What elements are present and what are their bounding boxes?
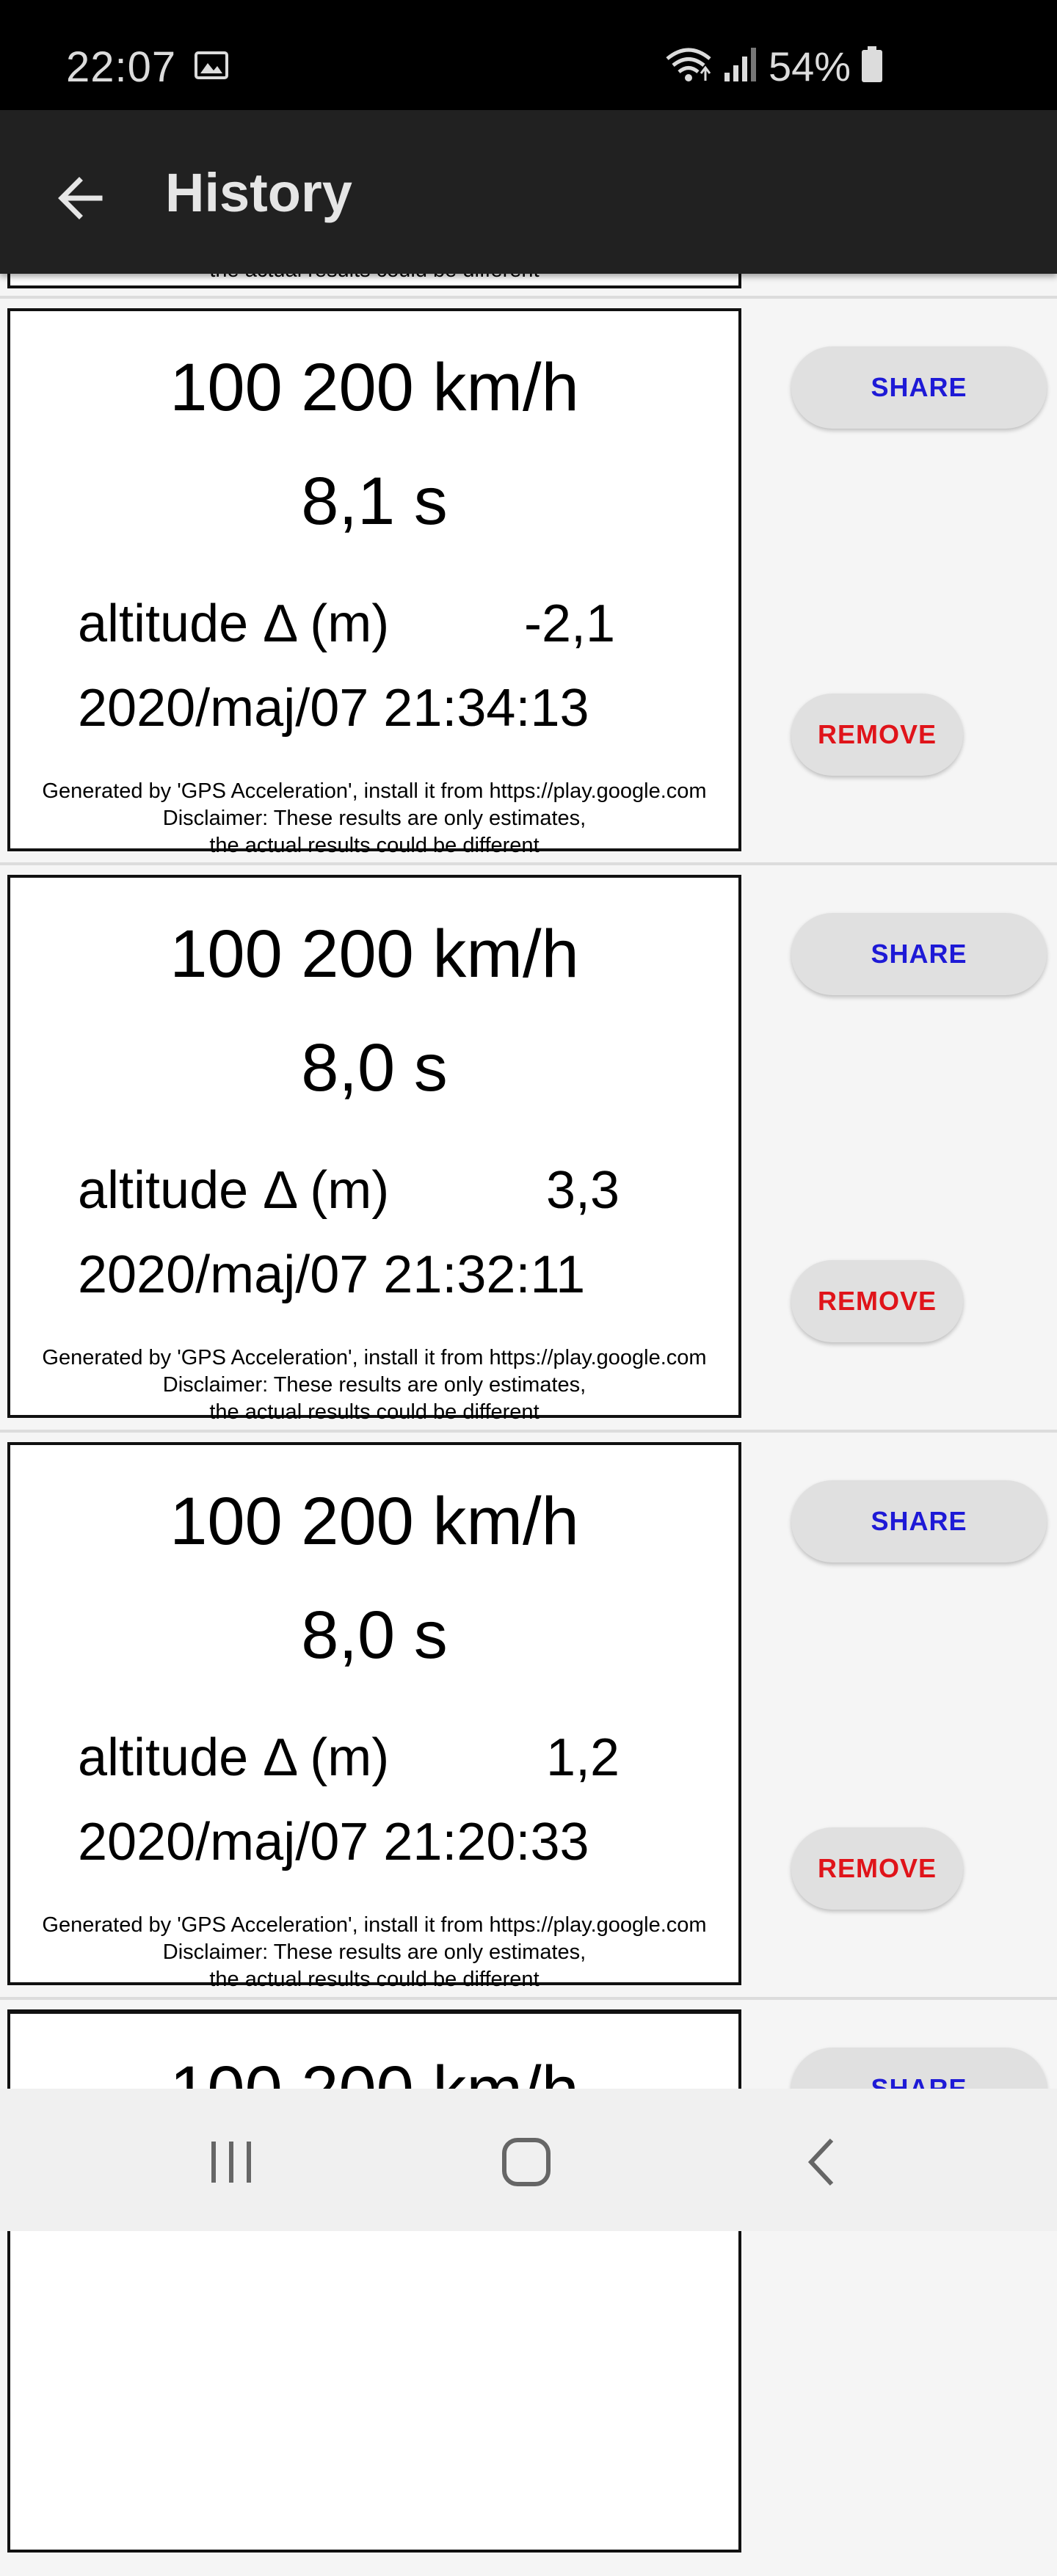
share-button[interactable]: SHARE <box>791 1480 1047 1562</box>
battery-percent: 54% <box>769 43 851 90</box>
card-footer <box>10 778 738 859</box>
recents-icon[interactable] <box>198 2133 264 2191</box>
timestamp: 2020/maj/07 21:20:33 <box>78 1813 589 1871</box>
history-card <box>7 308 741 857</box>
history-card <box>7 875 741 1424</box>
timestamp: 2020/maj/07 21:32:11 <box>78 1245 586 1304</box>
system-nav-bar <box>0 2089 1057 2231</box>
remove-button[interactable]: REMOVE <box>791 1827 963 1910</box>
image-icon <box>195 51 228 79</box>
row-divider <box>0 1997 1057 2000</box>
elapsed-time: 8,0 s <box>301 1030 448 1105</box>
elapsed-time: 8,0 s <box>301 1598 448 1673</box>
history-card <box>7 1442 741 1991</box>
timestamp: 2020/maj/07 21:34:13 <box>78 679 589 738</box>
row-divider <box>0 862 1057 865</box>
arrow-left-icon[interactable] <box>51 169 110 228</box>
share-button[interactable]: SHARE <box>791 913 1047 995</box>
altitude-value: 1,2 <box>546 1728 620 1787</box>
card-footer <box>10 1345 738 1426</box>
footer-line-1: Generated by 'GPS Acceleration', install it from https://play.google.com <box>42 1913 707 1937</box>
speed-range: 100 200 km/h <box>170 350 579 425</box>
row-divider <box>0 1430 1057 1433</box>
row-divider <box>0 296 1057 299</box>
footer-line-3: the actual results could be different <box>209 834 540 857</box>
footer-line-1: Generated by 'GPS Acceleration', install it from https://play.google.com <box>42 1346 707 1369</box>
battery-icon <box>861 46 883 87</box>
app-bar <box>0 110 1057 274</box>
footer-line-2: Disclaimer: These results are only estimates, <box>162 1373 586 1397</box>
history-row <box>0 875 1057 1441</box>
altitude-label: altitude Δ (m) <box>78 1161 390 1220</box>
speed-range: 100 200 km/h <box>170 917 579 992</box>
footer-line-1: Generated by 'GPS Acceleration', install it from https://play.google.com <box>42 779 707 803</box>
card-footer <box>10 1912 738 1993</box>
signal-icon <box>723 46 758 87</box>
remove-button[interactable]: REMOVE <box>791 694 963 776</box>
home-icon[interactable] <box>493 2133 559 2191</box>
status-time: 22:07 <box>66 43 177 91</box>
status-indicators <box>664 44 883 88</box>
footer-line-3: the actual results could be different <box>209 1968 540 1991</box>
share-button[interactable]: SHARE <box>791 346 1047 429</box>
altitude-label: altitude Δ (m) <box>78 594 390 653</box>
status-bar <box>0 0 1057 110</box>
footer-line-2: Disclaimer: These results are only estimates, <box>162 807 586 830</box>
altitude-label: altitude Δ (m) <box>78 1728 390 1787</box>
history-row <box>0 308 1057 875</box>
remove-button[interactable]: REMOVE <box>791 1260 963 1342</box>
footer-line-2: Disclaimer: These results are only estimates, <box>162 1940 586 1964</box>
altitude-value: -2,1 <box>524 594 616 653</box>
history-row <box>0 1442 1057 2009</box>
altitude-value: 3,3 <box>546 1161 620 1220</box>
elapsed-time: 8,1 s <box>301 464 448 539</box>
footer-line-3: the actual results could be different <box>209 1400 540 1424</box>
nav-back-icon[interactable] <box>789 2133 855 2191</box>
wifi-icon <box>664 44 713 89</box>
speed-range: 100 200 km/h <box>170 1484 579 1559</box>
page-title: History <box>165 162 352 223</box>
